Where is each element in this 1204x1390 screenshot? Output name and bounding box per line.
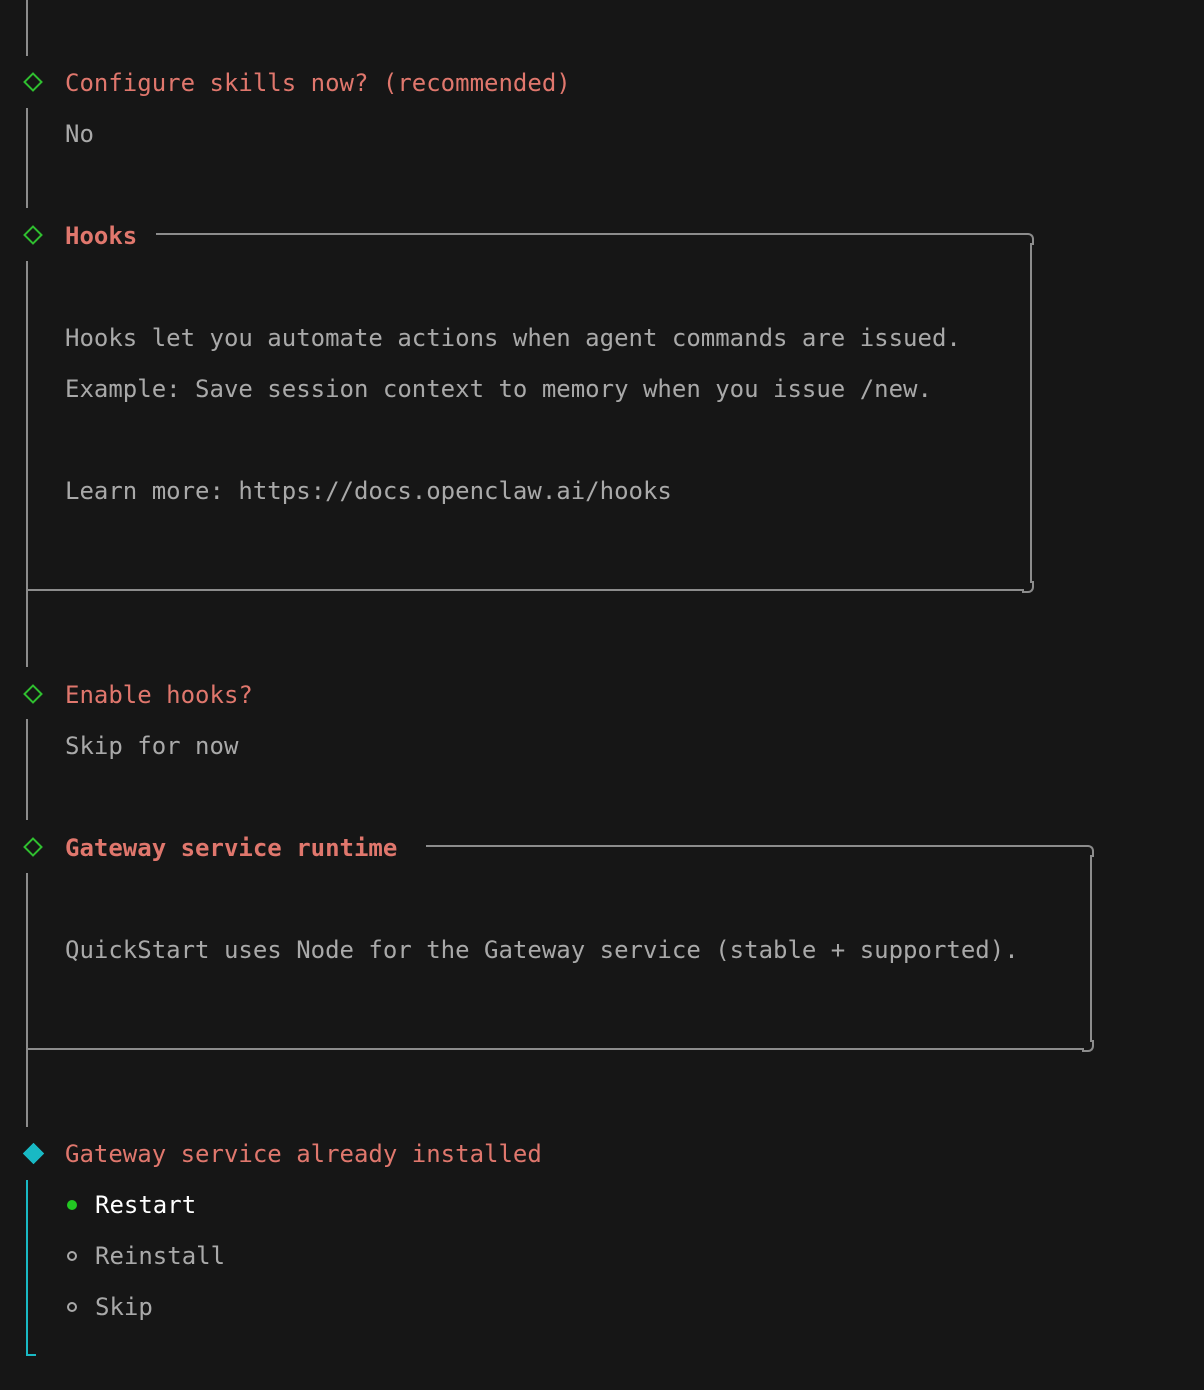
note-title-gateway-runtime: Gateway service runtime — [65, 834, 398, 862]
option-label: Skip — [95, 1293, 153, 1321]
hooks-note-line: Hooks let you automate actions when agent commands are issued. — [65, 324, 961, 352]
hooks-note-line: Example: Save session context to memory when you issue /new. — [65, 375, 932, 403]
note-box-right-border — [1030, 243, 1032, 583]
note-box-top-border — [156, 233, 1024, 235]
note-title-hooks: Hooks — [65, 222, 138, 250]
radio-selected-icon — [67, 1200, 77, 1210]
note-box-corner — [1082, 845, 1094, 857]
progress-rail-segment — [26, 719, 28, 820]
option-restart[interactable] — [65, 1190, 196, 1220]
hooks-docs-link[interactable]: Learn more: https://docs.openclaw.ai/hooks — [65, 477, 672, 505]
step-title-enable-hooks: Enable hooks? — [65, 681, 253, 709]
note-box-right-border — [1090, 855, 1092, 1042]
radio-unselected-icon — [67, 1251, 77, 1261]
progress-rail-segment — [26, 0, 28, 56]
completed-step-icon — [23, 72, 43, 92]
step-title-configure-skills: Configure skills now? (recommended) — [65, 69, 571, 97]
note-box-corner — [1082, 1040, 1094, 1052]
completed-step-icon — [23, 684, 43, 704]
active-step-icon — [23, 1143, 44, 1164]
progress-rail-segment — [26, 108, 28, 208]
step-title-gateway-installed: Gateway service already installed — [65, 1140, 542, 1168]
gateway-runtime-note-line: QuickStart uses Node for the Gateway service (stable + supported). — [65, 936, 1019, 964]
note-box-bottom-border — [26, 1048, 1084, 1050]
option-label: Restart — [95, 1191, 197, 1219]
step-answer-enable-hooks: Skip for now — [65, 732, 239, 760]
step-answer-configure-skills: No — [65, 120, 94, 148]
option-label: Reinstall — [95, 1242, 226, 1270]
active-rail-segment — [26, 1180, 28, 1356]
option-reinstall[interactable] — [65, 1241, 225, 1271]
completed-step-icon — [23, 225, 43, 245]
progress-rail-segment — [26, 261, 28, 667]
note-box-corner — [1022, 233, 1034, 245]
option-skip[interactable] — [65, 1292, 153, 1322]
completed-step-icon — [23, 837, 43, 857]
radio-unselected-icon — [67, 1302, 77, 1312]
progress-rail-segment — [26, 873, 28, 1127]
active-rail-end — [26, 1354, 36, 1356]
note-box-corner — [1022, 581, 1034, 593]
note-box-bottom-border — [26, 589, 1024, 591]
note-box-top-border — [426, 845, 1084, 847]
